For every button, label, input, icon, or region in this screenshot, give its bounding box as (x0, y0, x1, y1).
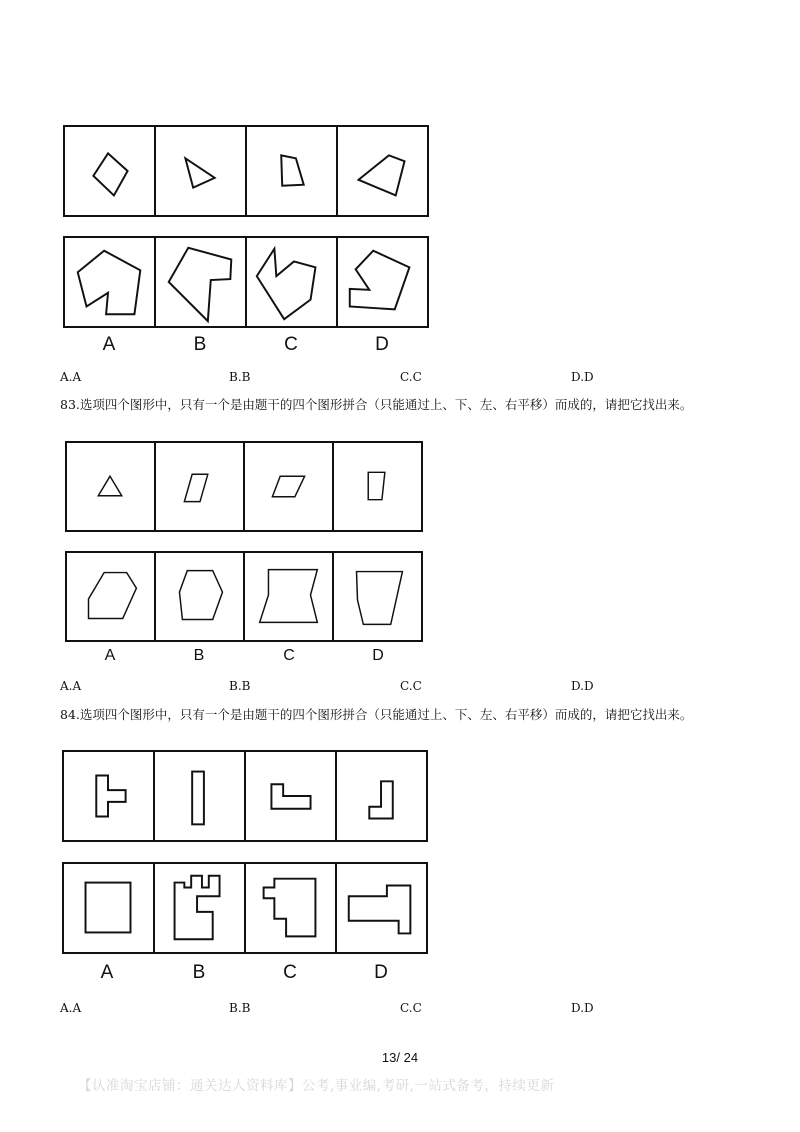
q83-option-c-figure[interactable] (245, 553, 334, 640)
q83-answer-c[interactable]: C.C (400, 679, 422, 693)
q82-options-panel (63, 236, 429, 328)
q84-option-letter-b: B (192, 962, 206, 983)
q83-stem-panel (65, 441, 423, 532)
q84-option-letter-d: D (374, 962, 388, 983)
q84-stem-figure-1 (64, 752, 155, 840)
q84-answer-d[interactable]: D.D (571, 1001, 594, 1015)
q84-stem-figure-3 (246, 752, 337, 840)
page-number: 13/ 24 (381, 1050, 419, 1065)
q82-option-letter-b: B (193, 334, 207, 355)
q82-answer-b[interactable]: B.B (229, 370, 251, 384)
q83-option-letter-a: A (104, 647, 116, 664)
q82-option-c-figure[interactable] (247, 238, 338, 326)
q84-answer-b[interactable]: B.B (229, 1001, 251, 1015)
q82-answer-c[interactable]: C.C (400, 370, 422, 384)
q82-stem-figure-4 (338, 127, 429, 215)
q84-options-panel (62, 862, 428, 954)
q83-option-b-figure[interactable] (156, 553, 245, 640)
q84-option-b-figure[interactable] (155, 864, 246, 952)
q83-option-letter-c: C (283, 647, 295, 664)
q84-stem-figure-2 (155, 752, 246, 840)
q83-stem-figure-3 (245, 443, 334, 530)
q82-answer-d[interactable]: D.D (571, 370, 594, 384)
q83-stem-figure-4 (334, 443, 423, 530)
q82-answer-a[interactable]: A.A (60, 370, 82, 384)
q83-option-letter-d: D (372, 647, 384, 664)
q82-option-letter-c: C (284, 334, 298, 355)
q84-option-c-figure[interactable] (246, 864, 337, 952)
q83-answer-b[interactable]: B.B (229, 679, 251, 693)
q82-option-a-figure[interactable] (65, 238, 156, 326)
q83-stem-figure-1 (67, 443, 156, 530)
q84-stem-figure-4 (337, 752, 428, 840)
q82-option-letter-a: A (102, 334, 116, 355)
q84-question-text: 84.选项四个图形中，只有一个是由题干的四个图形拼合（只能通过上、下、左、右平移）而成的，请把它找出来。 (60, 707, 693, 722)
q82-stem-panel (63, 125, 429, 217)
q83-answer-d[interactable]: D.D (571, 679, 594, 693)
q84-option-letter-a: A (100, 962, 114, 983)
q83-options-panel (65, 551, 423, 642)
q83-option-letter-b: B (193, 647, 205, 664)
q83-stem-figure-2 (156, 443, 245, 530)
q83-question-text: 83.选项四个图形中，只有一个是由题干的四个图形拼合（只能通过上、下、左、右平移）而成的，请把它找出来。 (60, 397, 693, 412)
q84-answer-a[interactable]: A.A (60, 1001, 82, 1015)
q84-option-a-figure[interactable] (64, 864, 155, 952)
q84-option-letter-c: C (283, 962, 297, 983)
q83-option-d-figure[interactable] (334, 553, 423, 640)
q82-option-letter-d: D (375, 334, 389, 355)
q83-answer-a[interactable]: A.A (60, 679, 82, 693)
q82-stem-figure-1 (65, 127, 156, 215)
q84-answer-c[interactable]: C.C (400, 1001, 422, 1015)
q82-option-d-figure[interactable] (338, 238, 429, 326)
q82-stem-figure-2 (156, 127, 247, 215)
q83-option-a-figure[interactable] (67, 553, 156, 640)
footer-watermark-text: 【认准淘宝店铺：通关达人资料库】公考,事业编,考研,一站式备考，持续更新 (78, 1078, 555, 1094)
q84-stem-panel (62, 750, 428, 842)
q82-stem-figure-3 (247, 127, 338, 215)
q82-option-b-figure[interactable] (156, 238, 247, 326)
q84-option-d-figure[interactable] (337, 864, 428, 952)
